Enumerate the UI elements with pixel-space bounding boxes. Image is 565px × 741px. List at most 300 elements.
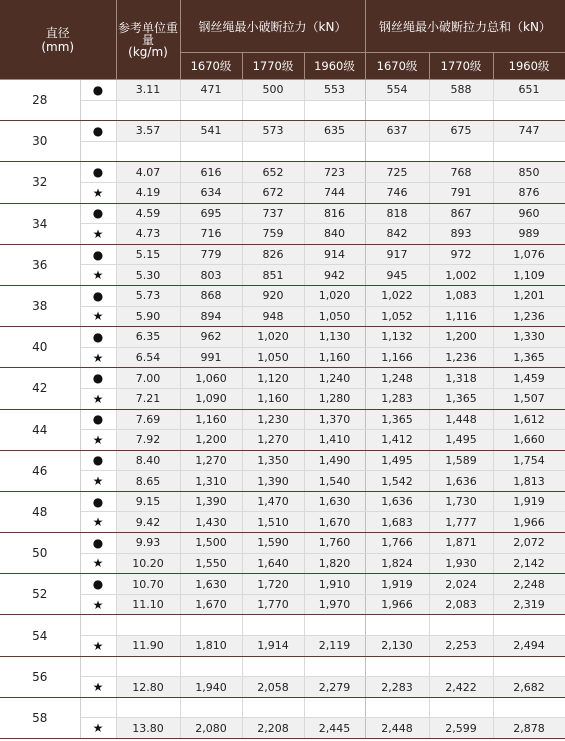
min-breaking-force-cell: 1,120 bbox=[242, 368, 304, 389]
min-breaking-force-cell: 948 bbox=[242, 306, 304, 327]
table-row bbox=[0, 306, 565, 327]
aggregate-breaking-force-cell: 791 bbox=[429, 182, 493, 203]
mark-cell bbox=[80, 141, 116, 162]
star-icon: ★ bbox=[80, 718, 116, 739]
aggregate-breaking-force-cell: 1,813 bbox=[493, 471, 565, 492]
aggregate-breaking-force-cell bbox=[429, 615, 493, 636]
min-breaking-force-cell: 1,550 bbox=[180, 553, 242, 574]
min-breaking-force-cell: 1,020 bbox=[242, 327, 304, 348]
aggregate-breaking-force-cell bbox=[493, 141, 565, 162]
weight-cell bbox=[116, 656, 180, 677]
star-icon: ★ bbox=[80, 224, 116, 245]
aggregate-breaking-force-cell: 1,365 bbox=[429, 388, 493, 409]
header-min-aggregate-breaking-force: 钢丝绳最小破断拉力总和（kN） bbox=[365, 0, 565, 53]
aggregate-breaking-force-cell: 1,083 bbox=[429, 285, 493, 306]
table-row bbox=[0, 265, 565, 286]
weight-cell bbox=[116, 697, 180, 718]
min-breaking-force-cell: 1,760 bbox=[304, 533, 365, 554]
aggregate-breaking-force-cell: 1,412 bbox=[365, 430, 429, 451]
star-icon: ★ bbox=[80, 182, 116, 203]
aggregate-breaking-force-cell: 989 bbox=[493, 224, 565, 245]
min-breaking-force-cell bbox=[242, 100, 304, 121]
min-breaking-force-cell bbox=[304, 656, 365, 677]
mark-cell bbox=[80, 615, 116, 636]
min-breaking-force-cell: 1,770 bbox=[242, 594, 304, 615]
table-row bbox=[0, 677, 565, 698]
min-breaking-force-cell: 634 bbox=[180, 182, 242, 203]
dot-icon: ● bbox=[80, 121, 116, 142]
min-breaking-force-cell: 1,370 bbox=[304, 409, 365, 430]
min-breaking-force-cell: 737 bbox=[242, 203, 304, 224]
aggregate-breaking-force-cell: 1,365 bbox=[365, 409, 429, 430]
min-breaking-force-cell bbox=[242, 615, 304, 636]
weight-cell: 9.93 bbox=[116, 533, 180, 554]
star-icon: ★ bbox=[80, 636, 116, 657]
aggregate-breaking-force-cell: 917 bbox=[365, 244, 429, 265]
aggregate-breaking-force-cell: 2,283 bbox=[365, 677, 429, 698]
aggregate-breaking-force-cell: 1,236 bbox=[493, 306, 565, 327]
min-breaking-force-cell: 541 bbox=[180, 121, 242, 142]
aggregate-breaking-force-cell: 588 bbox=[429, 80, 493, 101]
min-breaking-force-cell: 991 bbox=[180, 347, 242, 368]
min-breaking-force-cell: 779 bbox=[180, 244, 242, 265]
aggregate-breaking-force-cell bbox=[365, 615, 429, 636]
aggregate-breaking-force-cell: 876 bbox=[493, 182, 565, 203]
diameter-cell: 48 bbox=[0, 491, 80, 532]
aggregate-breaking-force-cell: 2,448 bbox=[365, 718, 429, 739]
min-breaking-force-cell: 1,270 bbox=[180, 450, 242, 471]
min-breaking-force-cell: 553 bbox=[304, 80, 365, 101]
min-breaking-force-cell: 2,058 bbox=[242, 677, 304, 698]
table-row bbox=[0, 697, 565, 718]
dot-icon: ● bbox=[80, 533, 116, 554]
diameter-cell: 58 bbox=[0, 697, 80, 738]
weight-cell: 7.21 bbox=[116, 388, 180, 409]
header-diameter bbox=[0, 0, 116, 80]
aggregate-breaking-force-cell: 1,132 bbox=[365, 327, 429, 348]
aggregate-breaking-force-cell: 842 bbox=[365, 224, 429, 245]
table-row bbox=[0, 636, 565, 657]
aggregate-breaking-force-cell: 2,072 bbox=[493, 533, 565, 554]
min-breaking-force-cell bbox=[180, 141, 242, 162]
min-breaking-force-cell: 1,540 bbox=[304, 471, 365, 492]
table-row bbox=[0, 224, 565, 245]
weight-cell: 4.59 bbox=[116, 203, 180, 224]
aggregate-breaking-force-cell: 2,024 bbox=[429, 574, 493, 595]
dot-icon: ● bbox=[80, 162, 116, 183]
min-breaking-force-cell: 942 bbox=[304, 265, 365, 286]
weight-cell: 7.00 bbox=[116, 368, 180, 389]
aggregate-breaking-force-cell: 1,777 bbox=[429, 512, 493, 533]
aggregate-breaking-force-cell: 1,236 bbox=[429, 347, 493, 368]
min-breaking-force-cell: 2,445 bbox=[304, 718, 365, 739]
min-breaking-force-cell: 1,350 bbox=[242, 450, 304, 471]
aggregate-breaking-force-cell: 1,022 bbox=[365, 285, 429, 306]
min-breaking-force-cell: 1,470 bbox=[242, 491, 304, 512]
aggregate-breaking-force-cell: 1,248 bbox=[365, 368, 429, 389]
min-breaking-force-cell: 1,410 bbox=[304, 430, 365, 451]
min-breaking-force-cell bbox=[242, 141, 304, 162]
aggregate-breaking-force-cell: 746 bbox=[365, 182, 429, 203]
header-grade: 1770级 bbox=[242, 53, 304, 80]
min-breaking-force-cell: 1,390 bbox=[242, 471, 304, 492]
aggregate-breaking-force-cell bbox=[365, 100, 429, 121]
dot-icon: ● bbox=[80, 491, 116, 512]
min-breaking-force-cell bbox=[304, 100, 365, 121]
min-breaking-force-cell: 840 bbox=[304, 224, 365, 245]
aggregate-breaking-force-cell bbox=[493, 656, 565, 677]
min-breaking-force-cell: 1,630 bbox=[304, 491, 365, 512]
table-row bbox=[0, 718, 565, 739]
table-row bbox=[0, 244, 565, 265]
diameter-cell: 42 bbox=[0, 368, 80, 409]
aggregate-breaking-force-cell: 1,002 bbox=[429, 265, 493, 286]
aggregate-breaking-force-cell: 1,076 bbox=[493, 244, 565, 265]
table-row bbox=[0, 285, 565, 306]
aggregate-breaking-force-cell: 1,052 bbox=[365, 306, 429, 327]
min-breaking-force-cell: 1,270 bbox=[242, 430, 304, 451]
header-weight-unit: (kg/m) bbox=[128, 44, 168, 59]
header-weight-label: 参考单位重量 bbox=[117, 20, 178, 47]
table-row bbox=[0, 203, 565, 224]
min-breaking-force-cell: 914 bbox=[304, 244, 365, 265]
aggregate-breaking-force-cell: 1,612 bbox=[493, 409, 565, 430]
table-row bbox=[0, 656, 565, 677]
diameter-cell: 32 bbox=[0, 162, 80, 203]
table-row bbox=[0, 182, 565, 203]
table-row bbox=[0, 327, 565, 348]
min-breaking-force-cell: 1,160 bbox=[304, 347, 365, 368]
header-diameter-unit: (mm) bbox=[41, 39, 75, 54]
aggregate-breaking-force-cell: 1,766 bbox=[365, 533, 429, 554]
table-row bbox=[0, 594, 565, 615]
star-icon: ★ bbox=[80, 430, 116, 451]
min-breaking-force-cell: 1,430 bbox=[180, 512, 242, 533]
min-breaking-force-cell: 1,500 bbox=[180, 533, 242, 554]
aggregate-breaking-force-cell: 1,330 bbox=[493, 327, 565, 348]
star-icon: ★ bbox=[80, 347, 116, 368]
aggregate-breaking-force-cell: 675 bbox=[429, 121, 493, 142]
aggregate-breaking-force-cell: 1,966 bbox=[493, 512, 565, 533]
weight-cell: 7.92 bbox=[116, 430, 180, 451]
dot-icon: ● bbox=[80, 244, 116, 265]
weight-cell: 4.07 bbox=[116, 162, 180, 183]
weight-cell: 5.73 bbox=[116, 285, 180, 306]
aggregate-breaking-force-cell: 1,318 bbox=[429, 368, 493, 389]
weight-cell: 7.69 bbox=[116, 409, 180, 430]
aggregate-breaking-force-cell: 2,248 bbox=[493, 574, 565, 595]
aggregate-breaking-force-cell: 960 bbox=[493, 203, 565, 224]
dot-icon: ● bbox=[80, 409, 116, 430]
min-breaking-force-cell: 1,914 bbox=[242, 636, 304, 657]
aggregate-breaking-force-cell: 1,507 bbox=[493, 388, 565, 409]
min-breaking-force-cell bbox=[304, 615, 365, 636]
weight-cell: 4.19 bbox=[116, 182, 180, 203]
aggregate-breaking-force-cell: 2,494 bbox=[493, 636, 565, 657]
aggregate-breaking-force-cell bbox=[429, 141, 493, 162]
diameter-cell: 54 bbox=[0, 615, 80, 656]
min-breaking-force-cell: 573 bbox=[242, 121, 304, 142]
min-breaking-force-cell: 1,810 bbox=[180, 636, 242, 657]
min-breaking-force-cell: 672 bbox=[242, 182, 304, 203]
diameter-cell: 52 bbox=[0, 574, 80, 615]
aggregate-breaking-force-cell: 747 bbox=[493, 121, 565, 142]
table-row bbox=[0, 141, 565, 162]
star-icon: ★ bbox=[80, 594, 116, 615]
aggregate-breaking-force-cell bbox=[429, 697, 493, 718]
aggregate-breaking-force-cell: 1,542 bbox=[365, 471, 429, 492]
aggregate-breaking-force-cell: 554 bbox=[365, 80, 429, 101]
mark-cell bbox=[80, 697, 116, 718]
weight-cell: 9.42 bbox=[116, 512, 180, 533]
weight-cell bbox=[116, 141, 180, 162]
aggregate-breaking-force-cell: 1,459 bbox=[493, 368, 565, 389]
aggregate-breaking-force-cell: 1,730 bbox=[429, 491, 493, 512]
weight-cell: 4.73 bbox=[116, 224, 180, 245]
min-breaking-force-cell: 1,720 bbox=[242, 574, 304, 595]
table-row bbox=[0, 162, 565, 183]
table-row bbox=[0, 388, 565, 409]
star-icon: ★ bbox=[80, 388, 116, 409]
min-breaking-force-cell bbox=[304, 697, 365, 718]
star-icon: ★ bbox=[80, 677, 116, 698]
table-row bbox=[0, 471, 565, 492]
aggregate-breaking-force-cell: 818 bbox=[365, 203, 429, 224]
min-breaking-force-cell: 723 bbox=[304, 162, 365, 183]
weight-cell: 3.57 bbox=[116, 121, 180, 142]
aggregate-breaking-force-cell: 1,109 bbox=[493, 265, 565, 286]
weight-cell: 6.35 bbox=[116, 327, 180, 348]
aggregate-breaking-force-cell: 1,116 bbox=[429, 306, 493, 327]
min-breaking-force-cell: 2,208 bbox=[242, 718, 304, 739]
min-breaking-force-cell: 1,050 bbox=[304, 306, 365, 327]
min-breaking-force-cell bbox=[242, 656, 304, 677]
aggregate-breaking-force-cell bbox=[365, 697, 429, 718]
aggregate-breaking-force-cell: 893 bbox=[429, 224, 493, 245]
aggregate-breaking-force-cell: 1,636 bbox=[429, 471, 493, 492]
dot-icon: ● bbox=[80, 450, 116, 471]
dot-icon: ● bbox=[80, 368, 116, 389]
aggregate-breaking-force-cell: 2,599 bbox=[429, 718, 493, 739]
aggregate-breaking-force-cell: 1,166 bbox=[365, 347, 429, 368]
aggregate-breaking-force-cell: 1,495 bbox=[365, 450, 429, 471]
min-breaking-force-cell: 1,510 bbox=[242, 512, 304, 533]
table-row bbox=[0, 409, 565, 430]
header-grade: 1960级 bbox=[304, 53, 365, 80]
table-row bbox=[0, 347, 565, 368]
diameter-cell: 40 bbox=[0, 327, 80, 368]
min-breaking-force-cell: 1,630 bbox=[180, 574, 242, 595]
dot-icon: ● bbox=[80, 574, 116, 595]
table-row bbox=[0, 100, 565, 121]
aggregate-breaking-force-cell: 2,253 bbox=[429, 636, 493, 657]
min-breaking-force-cell: 1,820 bbox=[304, 553, 365, 574]
mark-cell bbox=[80, 100, 116, 121]
min-breaking-force-cell: 500 bbox=[242, 80, 304, 101]
min-breaking-force-cell: 1,020 bbox=[304, 285, 365, 306]
header-min-breaking-force: 钢丝绳最小破断拉力（kN） bbox=[180, 0, 365, 53]
min-breaking-force-cell: 2,279 bbox=[304, 677, 365, 698]
aggregate-breaking-force-cell: 850 bbox=[493, 162, 565, 183]
weight-cell: 5.30 bbox=[116, 265, 180, 286]
min-breaking-force-cell: 2,119 bbox=[304, 636, 365, 657]
aggregate-breaking-force-cell: 972 bbox=[429, 244, 493, 265]
weight-cell: 3.11 bbox=[116, 80, 180, 101]
table-body bbox=[0, 80, 565, 739]
aggregate-breaking-force-cell: 2,422 bbox=[429, 677, 493, 698]
min-breaking-force-cell: 803 bbox=[180, 265, 242, 286]
weight-cell bbox=[116, 100, 180, 121]
aggregate-breaking-force-cell: 1,283 bbox=[365, 388, 429, 409]
aggregate-breaking-force-cell: 1,201 bbox=[493, 285, 565, 306]
min-breaking-force-cell: 1,640 bbox=[242, 553, 304, 574]
aggregate-breaking-force-cell: 651 bbox=[493, 80, 565, 101]
aggregate-breaking-force-cell: 2,083 bbox=[429, 594, 493, 615]
aggregate-breaking-force-cell: 1,589 bbox=[429, 450, 493, 471]
min-breaking-force-cell: 744 bbox=[304, 182, 365, 203]
min-breaking-force-cell bbox=[242, 697, 304, 718]
weight-cell: 6.54 bbox=[116, 347, 180, 368]
aggregate-breaking-force-cell: 2,682 bbox=[493, 677, 565, 698]
min-breaking-force-cell bbox=[180, 615, 242, 636]
aggregate-breaking-force-cell: 1,448 bbox=[429, 409, 493, 430]
table-header bbox=[0, 0, 565, 80]
aggregate-breaking-force-cell: 1,495 bbox=[429, 430, 493, 451]
aggregate-breaking-force-cell: 2,142 bbox=[493, 553, 565, 574]
star-icon: ★ bbox=[80, 471, 116, 492]
aggregate-breaking-force-cell bbox=[365, 656, 429, 677]
min-breaking-force-cell: 962 bbox=[180, 327, 242, 348]
aggregate-breaking-force-cell: 1,919 bbox=[493, 491, 565, 512]
aggregate-breaking-force-cell: 1,200 bbox=[429, 327, 493, 348]
aggregate-breaking-force-cell: 2,319 bbox=[493, 594, 565, 615]
diameter-cell: 34 bbox=[0, 203, 80, 244]
aggregate-breaking-force-cell: 1,683 bbox=[365, 512, 429, 533]
aggregate-breaking-force-cell: 2,130 bbox=[365, 636, 429, 657]
dot-icon: ● bbox=[80, 327, 116, 348]
table-row bbox=[0, 574, 565, 595]
min-breaking-force-cell: 1,310 bbox=[180, 471, 242, 492]
min-breaking-force-cell: 851 bbox=[242, 265, 304, 286]
min-breaking-force-cell: 1,240 bbox=[304, 368, 365, 389]
mark-cell bbox=[80, 656, 116, 677]
min-breaking-force-cell: 868 bbox=[180, 285, 242, 306]
weight-cell: 13.80 bbox=[116, 718, 180, 739]
aggregate-breaking-force-cell: 1,660 bbox=[493, 430, 565, 451]
min-breaking-force-cell: 920 bbox=[242, 285, 304, 306]
dot-icon: ● bbox=[80, 285, 116, 306]
diameter-cell: 44 bbox=[0, 409, 80, 450]
aggregate-breaking-force-cell: 1,636 bbox=[365, 491, 429, 512]
aggregate-breaking-force-cell bbox=[429, 100, 493, 121]
min-breaking-force-cell bbox=[180, 697, 242, 718]
diameter-cell: 28 bbox=[0, 80, 80, 121]
table-row bbox=[0, 512, 565, 533]
min-breaking-force-cell: 1,670 bbox=[304, 512, 365, 533]
diameter-cell: 38 bbox=[0, 285, 80, 326]
aggregate-breaking-force-cell: 1,919 bbox=[365, 574, 429, 595]
table-row bbox=[0, 553, 565, 574]
aggregate-breaking-force-cell: 2,878 bbox=[493, 718, 565, 739]
weight-cell: 9.15 bbox=[116, 491, 180, 512]
min-breaking-force-cell: 1,970 bbox=[304, 594, 365, 615]
aggregate-breaking-force-cell: 867 bbox=[429, 203, 493, 224]
min-breaking-force-cell: 635 bbox=[304, 121, 365, 142]
aggregate-breaking-force-cell bbox=[493, 697, 565, 718]
header-grade: 1670级 bbox=[365, 53, 429, 80]
aggregate-breaking-force-cell: 768 bbox=[429, 162, 493, 183]
min-breaking-force-cell: 471 bbox=[180, 80, 242, 101]
min-breaking-force-cell: 616 bbox=[180, 162, 242, 183]
aggregate-breaking-force-cell bbox=[429, 656, 493, 677]
aggregate-breaking-force-cell bbox=[493, 615, 565, 636]
min-breaking-force-cell: 894 bbox=[180, 306, 242, 327]
min-breaking-force-cell: 1,670 bbox=[180, 594, 242, 615]
aggregate-breaking-force-cell bbox=[493, 100, 565, 121]
weight-cell: 8.40 bbox=[116, 450, 180, 471]
min-breaking-force-cell: 1,090 bbox=[180, 388, 242, 409]
table-row bbox=[0, 533, 565, 554]
table-row bbox=[0, 615, 565, 636]
table-row bbox=[0, 121, 565, 142]
aggregate-breaking-force-cell: 945 bbox=[365, 265, 429, 286]
table-row bbox=[0, 80, 565, 101]
min-breaking-force-cell: 1,160 bbox=[242, 388, 304, 409]
min-breaking-force-cell: 1,200 bbox=[180, 430, 242, 451]
aggregate-breaking-force-cell: 1,871 bbox=[429, 533, 493, 554]
header-weight bbox=[116, 0, 180, 80]
header-grade: 1770级 bbox=[429, 53, 493, 80]
min-breaking-force-cell: 1,160 bbox=[180, 409, 242, 430]
min-breaking-force-cell: 1,060 bbox=[180, 368, 242, 389]
table-row bbox=[0, 430, 565, 451]
weight-cell: 11.10 bbox=[116, 594, 180, 615]
star-icon: ★ bbox=[80, 553, 116, 574]
aggregate-breaking-force-cell: 1,824 bbox=[365, 553, 429, 574]
weight-cell: 10.20 bbox=[116, 553, 180, 574]
star-icon: ★ bbox=[80, 512, 116, 533]
min-breaking-force-cell: 1,280 bbox=[304, 388, 365, 409]
min-breaking-force-cell: 1,390 bbox=[180, 491, 242, 512]
aggregate-breaking-force-cell bbox=[365, 141, 429, 162]
diameter-cell: 56 bbox=[0, 656, 80, 697]
min-breaking-force-cell: 652 bbox=[242, 162, 304, 183]
min-breaking-force-cell: 1,230 bbox=[242, 409, 304, 430]
min-breaking-force-cell: 1,490 bbox=[304, 450, 365, 471]
min-breaking-force-cell: 1,910 bbox=[304, 574, 365, 595]
table-row bbox=[0, 491, 565, 512]
weight-cell: 5.90 bbox=[116, 306, 180, 327]
table-row bbox=[0, 450, 565, 471]
diameter-cell: 36 bbox=[0, 244, 80, 285]
diameter-cell: 46 bbox=[0, 450, 80, 491]
weight-cell bbox=[116, 615, 180, 636]
weight-cell: 8.65 bbox=[116, 471, 180, 492]
star-icon: ★ bbox=[80, 265, 116, 286]
min-breaking-force-cell bbox=[180, 656, 242, 677]
table-row bbox=[0, 368, 565, 389]
min-breaking-force-cell bbox=[304, 141, 365, 162]
min-breaking-force-cell: 716 bbox=[180, 224, 242, 245]
weight-cell: 11.90 bbox=[116, 636, 180, 657]
min-breaking-force-cell: 759 bbox=[242, 224, 304, 245]
star-icon: ★ bbox=[80, 306, 116, 327]
diameter-cell: 30 bbox=[0, 121, 80, 162]
aggregate-breaking-force-cell: 1,754 bbox=[493, 450, 565, 471]
aggregate-breaking-force-cell: 1,365 bbox=[493, 347, 565, 368]
weight-cell: 5.15 bbox=[116, 244, 180, 265]
min-breaking-force-cell: 1,050 bbox=[242, 347, 304, 368]
